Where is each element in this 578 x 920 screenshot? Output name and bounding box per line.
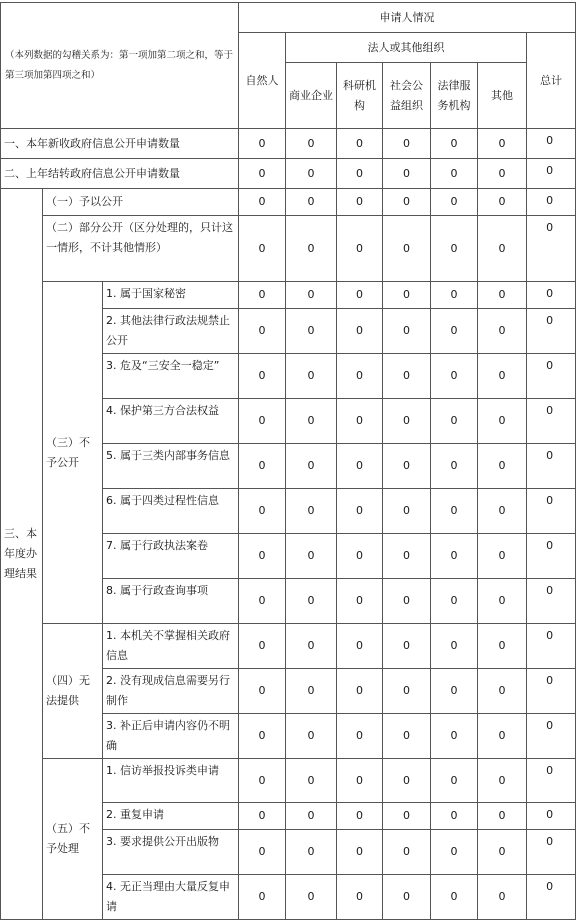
cell-total: 0 [527, 624, 576, 669]
cell-total: 0 [527, 759, 576, 803]
cell-value: 0 [478, 444, 527, 489]
cell-value: 0 [286, 534, 337, 579]
cell-value: 0 [239, 669, 286, 714]
cell-value: 0 [337, 399, 383, 444]
cell-total: 0 [527, 579, 576, 624]
cell-value: 0 [383, 159, 431, 189]
cell-total: 0 [527, 189, 576, 216]
cell-value: 0 [286, 714, 337, 759]
cell-value: 0 [383, 354, 431, 399]
cell-value: 0 [286, 159, 337, 189]
cell-value: 0 [383, 444, 431, 489]
cell-value: 0 [478, 579, 527, 624]
cell-value: 0 [286, 129, 337, 159]
cell-value: 0 [478, 830, 527, 875]
total-header: 总计 [527, 33, 576, 129]
cell-value: 0 [431, 309, 478, 354]
cell-value: 0 [431, 669, 478, 714]
item-label: 3. 危及“三安全一稳定” [103, 354, 239, 399]
cell-total: 0 [527, 669, 576, 714]
cell-value: 0 [431, 159, 478, 189]
cell-value: 0 [337, 534, 383, 579]
cell-value: 0 [478, 129, 527, 159]
cell-value: 0 [478, 399, 527, 444]
cell-value: 0 [383, 830, 431, 875]
cell-value: 0 [383, 579, 431, 624]
cell-total: 0 [527, 714, 576, 759]
cell-value: 0 [431, 282, 478, 309]
cell-value: 0 [337, 216, 383, 282]
statistics-table [0, 2, 576, 920]
section-result-label: 三、本年度办理结果 [1, 189, 43, 920]
cell-value: 0 [383, 714, 431, 759]
cell-total: 0 [527, 129, 576, 159]
cell-value: 0 [431, 129, 478, 159]
cell-value: 0 [286, 803, 337, 830]
cell-value: 0 [478, 282, 527, 309]
cell-value: 0 [431, 579, 478, 624]
cell-total: 0 [527, 159, 576, 189]
cell-value: 0 [337, 309, 383, 354]
table-row [1, 129, 576, 159]
cell-value: 0 [337, 579, 383, 624]
cell-value: 0 [337, 624, 383, 669]
cell-value: 0 [286, 489, 337, 534]
cell-total: 0 [527, 309, 576, 354]
cell-value: 0 [337, 189, 383, 216]
cell-value: 0 [239, 159, 286, 189]
cell-total: 0 [527, 399, 576, 444]
item-label: 1. 信访举报投诉类申请 [103, 759, 239, 803]
cell-value: 0 [478, 875, 527, 920]
item-label: 3. 要求提供公开出版物 [103, 830, 239, 875]
row-label: 二、上年结转政府信息公开申请数量 [1, 159, 239, 189]
item-label: 4. 无正当理由大量反复申请 [103, 875, 239, 920]
cell-value: 0 [286, 579, 337, 624]
cell-value: 0 [239, 444, 286, 489]
cell-value: 0 [286, 282, 337, 309]
row-label: （二）部分公开（区分处理的，只计这一情形，不计其他情形） [43, 216, 239, 282]
cell-value: 0 [286, 669, 337, 714]
cell-value: 0 [239, 354, 286, 399]
cell-value: 0 [383, 489, 431, 534]
cell-value: 0 [478, 803, 527, 830]
row-label: 一、本年新收政府信息公开申请数量 [1, 129, 239, 159]
cell-value: 0 [286, 189, 337, 216]
item-label: 8. 属于行政查询事项 [103, 579, 239, 624]
cell-value: 0 [383, 282, 431, 309]
cell-total: 0 [527, 444, 576, 489]
cell-total: 0 [527, 534, 576, 579]
cell-total: 0 [527, 282, 576, 309]
cell-value: 0 [383, 399, 431, 444]
social-header: 社会公益组织 [383, 63, 431, 129]
cell-value: 0 [431, 803, 478, 830]
cell-value: 0 [286, 624, 337, 669]
cell-value: 0 [383, 216, 431, 282]
cell-value: 0 [239, 399, 286, 444]
cell-value: 0 [337, 489, 383, 534]
cell-value: 0 [337, 830, 383, 875]
cell-value: 0 [239, 534, 286, 579]
item-label: 1. 属于国家秘密 [103, 282, 239, 309]
cell-value: 0 [383, 309, 431, 354]
cell-value: 0 [337, 669, 383, 714]
cell-value: 0 [478, 354, 527, 399]
cell-value: 0 [383, 624, 431, 669]
commercial-header: 商业企业 [286, 63, 337, 129]
cell-value: 0 [478, 534, 527, 579]
table-row [1, 759, 576, 803]
cell-value: 0 [239, 309, 286, 354]
cell-value: 0 [286, 830, 337, 875]
cell-value: 0 [239, 624, 286, 669]
cell-value: 0 [239, 489, 286, 534]
cell-value: 0 [239, 830, 286, 875]
item-label: 6. 属于四类过程性信息 [103, 489, 239, 534]
table-row [1, 216, 576, 282]
cell-value: 0 [431, 399, 478, 444]
applicant-situation-header: 申请人情况 [239, 3, 576, 33]
cell-value: 0 [286, 444, 337, 489]
cell-value: 0 [431, 489, 478, 534]
cell-value: 0 [239, 875, 286, 920]
cell-value: 0 [286, 399, 337, 444]
cell-total: 0 [527, 489, 576, 534]
cell-value: 0 [239, 759, 286, 803]
cell-value: 0 [431, 534, 478, 579]
group-label: （三）不予公开 [43, 282, 103, 624]
cell-value: 0 [337, 714, 383, 759]
item-label: 7. 属于行政执法案卷 [103, 534, 239, 579]
cell-value: 0 [239, 129, 286, 159]
cell-value: 0 [239, 282, 286, 309]
table-row [1, 282, 576, 309]
cell-value: 0 [478, 669, 527, 714]
cell-value: 0 [337, 759, 383, 803]
research-header: 科研机构 [337, 63, 383, 129]
item-label: 2. 没有现成信息需要另行制作 [103, 669, 239, 714]
cell-value: 0 [337, 803, 383, 830]
cell-value: 0 [337, 354, 383, 399]
other-header: 其他 [478, 63, 527, 129]
natural-person-header: 自然人 [239, 33, 286, 129]
cell-value: 0 [478, 489, 527, 534]
item-label: 3. 补正后申请内容仍不明确 [103, 714, 239, 759]
cell-total: 0 [527, 875, 576, 920]
cell-value: 0 [383, 759, 431, 803]
cell-total: 0 [527, 216, 576, 282]
cell-value: 0 [239, 216, 286, 282]
cell-value: 0 [478, 759, 527, 803]
group-label: （四）无法提供 [43, 624, 103, 759]
cell-value: 0 [239, 579, 286, 624]
cell-value: 0 [478, 624, 527, 669]
cell-value: 0 [431, 624, 478, 669]
cell-value: 0 [239, 803, 286, 830]
table-row [1, 189, 576, 216]
cell-value: 0 [383, 129, 431, 159]
cell-value: 0 [286, 309, 337, 354]
cell-value: 0 [478, 714, 527, 759]
item-label: 2. 其他法律行政法规禁止公开 [103, 309, 239, 354]
cell-total: 0 [527, 803, 576, 830]
cell-value: 0 [337, 875, 383, 920]
cell-value: 0 [286, 759, 337, 803]
cell-value: 0 [286, 216, 337, 282]
legal-entity-header: 法人或其他组织 [286, 33, 527, 63]
item-label: 2. 重复申请 [103, 803, 239, 830]
legal-service-header: 法律服务机构 [431, 63, 478, 129]
cell-value: 0 [431, 875, 478, 920]
cell-value: 0 [337, 282, 383, 309]
cell-value: 0 [431, 830, 478, 875]
cell-value: 0 [337, 129, 383, 159]
cell-value: 0 [431, 444, 478, 489]
cell-value: 0 [383, 803, 431, 830]
item-label: 5. 属于三类内部事务信息 [103, 444, 239, 489]
row-label: （一）予以公开 [43, 189, 239, 216]
cell-value: 0 [383, 189, 431, 216]
cell-value: 0 [431, 759, 478, 803]
cell-value: 0 [337, 159, 383, 189]
cell-value: 0 [478, 216, 527, 282]
cell-value: 0 [383, 534, 431, 579]
table-row [1, 159, 576, 189]
item-label: 1. 本机关不掌握相关政府信息 [103, 624, 239, 669]
cell-value: 0 [431, 354, 478, 399]
group-label: （五）不予处理 [43, 759, 103, 920]
cell-value: 0 [431, 714, 478, 759]
cell-value: 0 [286, 354, 337, 399]
cell-value: 0 [478, 309, 527, 354]
cell-value: 0 [383, 875, 431, 920]
cell-value: 0 [431, 216, 478, 282]
cell-value: 0 [383, 669, 431, 714]
cell-value: 0 [478, 189, 527, 216]
cell-value: 0 [337, 444, 383, 489]
relation-note: （本列数据的勾稽关系为：第一项加第二项之和，等于第三项加第四项之和） [1, 3, 239, 129]
table-row [1, 624, 576, 669]
cell-value: 0 [239, 714, 286, 759]
cell-value: 0 [239, 189, 286, 216]
cell-value: 0 [478, 159, 527, 189]
item-label: 4. 保护第三方合法权益 [103, 399, 239, 444]
cell-total: 0 [527, 354, 576, 399]
cell-value: 0 [286, 875, 337, 920]
cell-total: 0 [527, 830, 576, 875]
cell-value: 0 [431, 189, 478, 216]
